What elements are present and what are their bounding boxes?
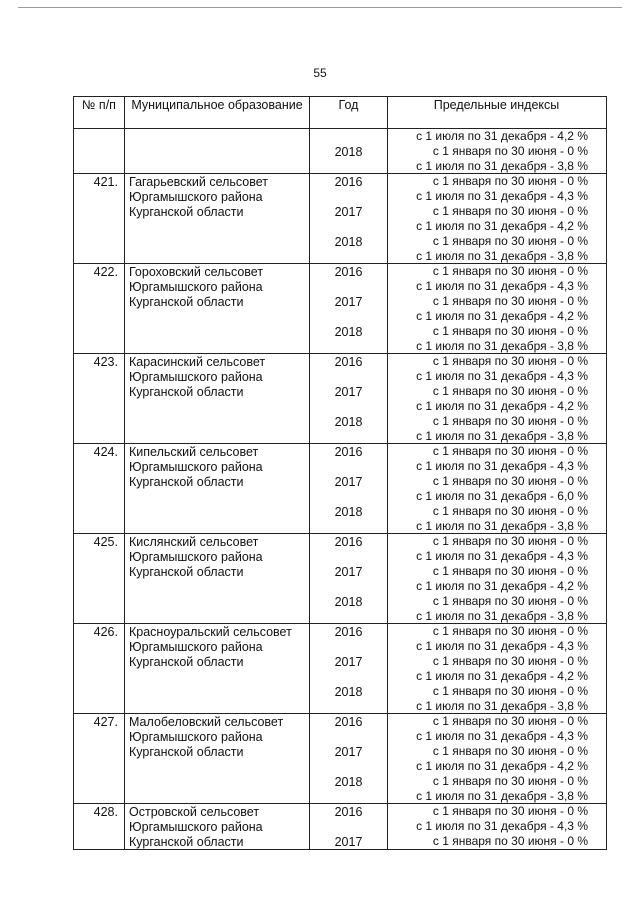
index-line: с 1 января по 30 июня - 0 % (432, 504, 588, 518)
index-line: с 1 января по 30 июня - 0 % (432, 234, 588, 248)
header-municipality: Муниципальное образование (125, 97, 310, 128)
index-line: с 1 января по 30 июня - 0 % (432, 144, 588, 158)
tariff-index-table (73, 96, 607, 850)
table-row (74, 534, 606, 624)
municipality-name-line: Юргамышского района (129, 550, 263, 564)
municipality-name-line: Островской сельсовет (129, 805, 260, 819)
row-number: 426. (74, 624, 125, 713)
municipality-name (125, 714, 310, 803)
year-label: 2016 (334, 175, 363, 189)
table-row (74, 129, 606, 174)
table-row (74, 174, 606, 264)
index-line: с 1 июля по 31 декабря - 6,0 % (416, 489, 588, 503)
municipality-name-line: Курганской области (129, 655, 244, 669)
table-body (74, 129, 606, 849)
year-label: 2017 (334, 835, 363, 849)
index-line: с 1 января по 30 июня - 0 % (432, 624, 588, 638)
indices-cell (388, 444, 605, 533)
index-line: с 1 июля по 31 декабря - 3,8 % (416, 249, 588, 263)
index-line: с 1 июля по 31 декабря - 4,3 % (416, 729, 588, 743)
index-line: с 1 января по 30 июня - 0 % (432, 594, 588, 608)
table-header-row (74, 97, 606, 129)
municipality-name-line: Кипельский сельсовет (129, 445, 259, 459)
indices-cell (388, 534, 605, 623)
year-label: 2018 (334, 415, 363, 429)
year-label: 2016 (334, 535, 363, 549)
index-line: с 1 июля по 31 декабря - 4,2 % (416, 309, 588, 323)
year-cell (310, 624, 388, 713)
index-line: с 1 января по 30 июня - 0 % (432, 384, 588, 398)
year-label: 2017 (334, 205, 363, 219)
index-line: с 1 июля по 31 декабря - 4,2 % (416, 399, 588, 413)
municipality-name (125, 534, 310, 623)
municipality-name-line: Юргамышского района (129, 730, 263, 744)
municipality-name-line: Малобеловский сельсовет (129, 715, 284, 729)
index-line: с 1 июля по 31 декабря - 3,8 % (416, 429, 588, 443)
year-label: 2018 (334, 685, 363, 699)
year-label: 2018 (334, 775, 363, 789)
index-line: с 1 января по 30 июня - 0 % (432, 804, 588, 818)
index-line: с 1 июля по 31 декабря - 3,8 % (416, 789, 588, 803)
table-row (74, 264, 606, 354)
municipality-name-line: Юргамышского района (129, 190, 263, 204)
indices-cell (388, 804, 605, 849)
municipality-name-line: Курганской области (129, 745, 244, 759)
index-line: с 1 января по 30 июня - 0 % (432, 534, 588, 548)
year-label: 2016 (334, 715, 363, 729)
municipality-name (125, 129, 310, 173)
index-line: с 1 июля по 31 декабря - 4,3 % (416, 819, 588, 833)
index-line: с 1 января по 30 июня - 0 % (432, 744, 588, 758)
table-row (74, 714, 606, 804)
year-label: 2016 (334, 805, 363, 819)
municipality-name-line: Юргамышского района (129, 280, 263, 294)
row-number: 425. (74, 534, 125, 623)
index-line: с 1 января по 30 июня - 0 % (432, 474, 588, 488)
index-line: с 1 января по 30 июня - 0 % (432, 714, 588, 728)
municipality-name (125, 804, 310, 849)
row-number (74, 129, 125, 173)
year-cell (310, 174, 388, 263)
municipality-name-line: Кислянский сельсовет (129, 535, 259, 549)
index-line: с 1 января по 30 июня - 0 % (432, 174, 588, 188)
year-label: 2016 (334, 445, 363, 459)
municipality-name-line: Курганской области (129, 565, 244, 579)
index-line: с 1 января по 30 июня - 0 % (432, 204, 588, 218)
year-cell (310, 534, 388, 623)
header-year: Год (310, 97, 388, 128)
index-line: с 1 января по 30 июня - 0 % (432, 264, 588, 278)
year-label: 2017 (334, 565, 363, 579)
index-line: с 1 января по 30 июня - 0 % (432, 444, 588, 458)
index-line: с 1 января по 30 июня - 0 % (432, 774, 588, 788)
header-indices: Предельные индексы (433, 98, 560, 112)
index-line: с 1 января по 30 июня - 0 % (432, 654, 588, 668)
year-cell (310, 354, 388, 443)
row-number: 424. (74, 444, 125, 533)
index-line: с 1 июля по 31 декабря - 4,3 % (416, 549, 588, 563)
year-label: 2017 (334, 655, 363, 669)
municipality-name (125, 264, 310, 353)
index-line: с 1 июля по 31 декабря - 4,3 % (416, 459, 588, 473)
index-line: с 1 июля по 31 декабря - 3,8 % (416, 339, 588, 353)
year-cell (310, 264, 388, 353)
index-line: с 1 июля по 31 декабря - 4,3 % (416, 639, 588, 653)
municipality-name (125, 174, 310, 263)
municipality-name-line: Красноуральский сельсовет (129, 625, 292, 639)
page-number: 55 (313, 66, 327, 80)
table-row (74, 444, 606, 534)
index-line: с 1 июля по 31 декабря - 4,3 % (416, 369, 588, 383)
year-label: 2018 (334, 505, 363, 519)
header-number: № п/п (74, 97, 125, 128)
index-line: с 1 января по 30 июня - 0 % (432, 324, 588, 338)
year-label: 2017 (334, 745, 363, 759)
year-cell (310, 804, 388, 849)
year-label: 2016 (334, 355, 363, 369)
row-number: 423. (74, 354, 125, 443)
year-label: 2017 (334, 295, 363, 309)
municipality-name-line: Курганской области (129, 205, 244, 219)
indices-cell (388, 714, 605, 803)
row-number: 422. (74, 264, 125, 353)
year-cell (310, 714, 388, 803)
index-line: с 1 января по 30 июня - 0 % (432, 684, 588, 698)
index-line: с 1 января по 30 июня - 0 % (432, 354, 588, 368)
municipality-name (125, 624, 310, 713)
indices-cell (388, 354, 605, 443)
index-line: с 1 июля по 31 декабря - 4,3 % (416, 279, 588, 293)
municipality-name-line: Гороховский сельсовет (129, 265, 264, 279)
year-label: 2017 (334, 385, 363, 399)
municipality-name (125, 354, 310, 443)
municipality-name-line: Курганской области (129, 385, 244, 399)
index-line: с 1 июля по 31 декабря - 3,8 % (416, 159, 588, 173)
table-row (74, 804, 606, 849)
table-row (74, 624, 606, 714)
indices-cell (388, 264, 605, 353)
row-number: 421. (74, 174, 125, 263)
row-number: 428. (74, 804, 125, 849)
municipality-name-line: Курганской области (129, 295, 244, 309)
indices-cell (388, 624, 605, 713)
indices-cell (388, 174, 605, 263)
row-number: 427. (74, 714, 125, 803)
municipality-name-line: Карасинский сельсовет (129, 355, 266, 369)
index-line: с 1 июля по 31 декабря - 3,8 % (416, 699, 588, 713)
year-label: 2018 (334, 235, 363, 249)
index-line: с 1 января по 30 июня - 0 % (432, 414, 588, 428)
index-line: с 1 июля по 31 декабря - 4,2 % (416, 129, 588, 143)
municipality-name-line: Гагарьевский сельсовет (129, 175, 269, 189)
year-label: 2016 (334, 625, 363, 639)
municipality-name-line: Курганской области (129, 835, 244, 849)
municipality-name-line: Юргамышского района (129, 640, 263, 654)
year-label: 2018 (334, 595, 363, 609)
year-cell (310, 129, 388, 173)
index-line: с 1 июля по 31 декабря - 4,3 % (416, 189, 588, 203)
index-line: с 1 января по 30 июня - 0 % (432, 564, 588, 578)
municipality-name-line: Курганской области (129, 475, 244, 489)
municipality-name (125, 444, 310, 533)
index-line: с 1 января по 30 июня - 0 % (432, 834, 588, 848)
municipality-name-line: Юргамышского района (129, 820, 263, 834)
index-line: с 1 января по 30 июня - 0 % (432, 294, 588, 308)
index-line: с 1 июля по 31 декабря - 4,2 % (416, 219, 588, 233)
municipality-name-line: Юргамышского района (129, 370, 263, 384)
index-line: с 1 июля по 31 декабря - 3,8 % (416, 609, 588, 623)
index-line: с 1 июля по 31 декабря - 3,8 % (416, 519, 588, 533)
table-row (74, 354, 606, 444)
indices-cell (388, 129, 605, 173)
year-label: 2018 (334, 325, 363, 339)
year-cell (310, 444, 388, 533)
year-label: 2016 (334, 265, 363, 279)
year-label: 2018 (334, 145, 363, 159)
index-line: с 1 июля по 31 декабря - 4,2 % (416, 669, 588, 683)
page-top-rule (18, 7, 622, 8)
year-label: 2017 (334, 475, 363, 489)
index-line: с 1 июля по 31 декабря - 4,2 % (416, 759, 588, 773)
index-line: с 1 июля по 31 декабря - 4,2 % (416, 579, 588, 593)
municipality-name-line: Юргамышского района (129, 460, 263, 474)
